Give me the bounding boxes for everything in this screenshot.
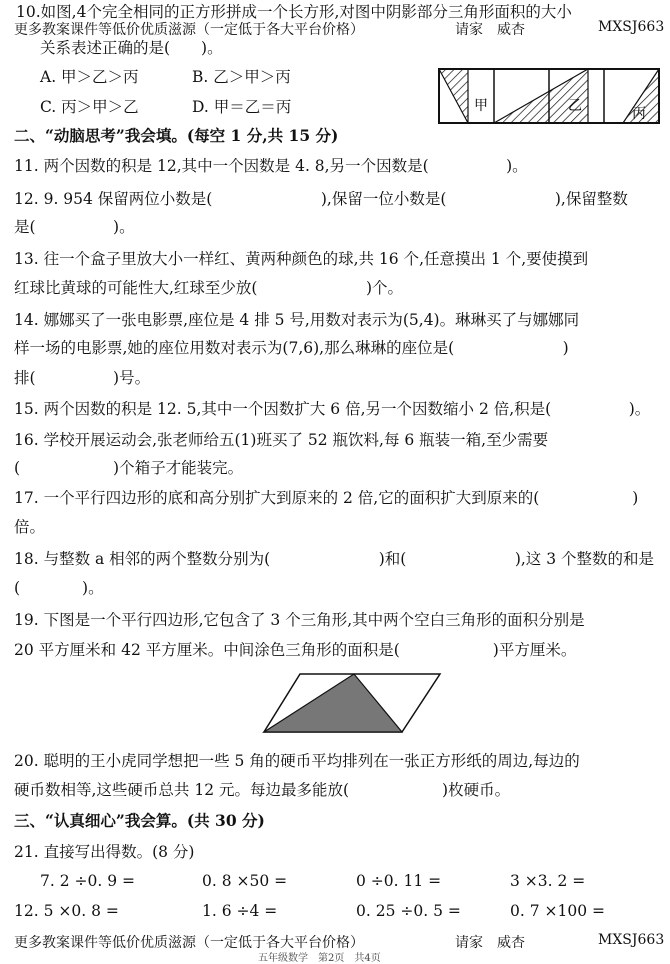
q14-line2: 样一场的电影票,她的座位用数对表示为(7,6),那么琳琳的座位是( ) [14, 339, 569, 357]
label-jia: 甲 [474, 98, 488, 114]
q10-line1: 10.如图,4个完全相同的正方形拼成一个长方形,对图中阴影部分三角形面积的大小 [16, 3, 572, 21]
q19-parallelogram-figure [262, 672, 442, 734]
q12-line1: 12. 9. 954 保留两位小数是( ),保留一位小数是( ),保留整数 [14, 190, 628, 208]
q10-option-a: A. 甲＞乙＞丙 [40, 68, 139, 86]
calc-6: 1. 6 ÷4 = [202, 902, 278, 920]
watermark-top-left: 更多教案课件等低价优质滋源（一定低于各大平台价格） [14, 22, 364, 38]
calc-7: 0. 25 ÷0. 5 = [356, 902, 461, 920]
watermark-top-code: MXSJ663 [598, 19, 665, 35]
q11: 11. 两个因数的积是 12,其中一个因数是 4. 8,另一个因数是( )。 [14, 157, 528, 175]
q20-line1: 20. 聪明的王小虎同学想把一些 5 角的硬币平均排列在一张正方形纸的周边,每边的 [14, 752, 580, 770]
q17-line2: 倍。 [14, 518, 46, 536]
q13-line1: 13. 往一个盒子里放大小一样红、黄两种颜色的球,共 16 个,任意摸出 1 个,要使摸到 [14, 250, 589, 268]
calc-3: 0 ÷0. 11 = [356, 872, 442, 890]
label-bing: 丙 [632, 106, 646, 122]
q10-line2: 关系表述正确的是( )。 [40, 39, 223, 57]
q18-line1: 18. 与整数 a 相邻的两个整数分别为( )和( ),这 3 个整数的和是 [14, 550, 655, 568]
q14-line1: 14. 娜娜买了一张电影票,座位是 4 排 5 号,用数对表示为(5,4)。琳琳买了与娜娜同 [14, 311, 580, 329]
q19-line1: 19. 下图是一个平行四边形,它包含了 3 个三角形,其中两个空白三角形的面积分别是 [14, 611, 585, 629]
calc-2: 0. 8 ×50 = [202, 872, 288, 890]
q10-figure [438, 68, 660, 124]
watermark-bottom-code: MXSJ663 [598, 932, 665, 948]
q15: 15. 两个因数的积是 12. 5,其中一个因数扩大 6 倍,另一个因数缩小 2 倍,积是( )。 [14, 400, 651, 418]
section-2-title: 二、“动脑思考”我会填。(每空 1 分,共 15 分) [14, 126, 339, 145]
q14-line3: 排( )号。 [14, 369, 151, 387]
watermark-bottom-left: 更多教案课件等低价优质滋源（一定低于各大平台价格） [14, 935, 364, 951]
watermark-top-mid: 请家 威杏 [455, 22, 525, 38]
watermark-bottom-mid: 请家 威杏 [455, 935, 525, 951]
q10-option-b: B. 乙＞甲＞丙 [192, 68, 291, 86]
q10-option-d: D. 甲＝乙＝丙 [192, 98, 292, 116]
q16-line2: ( )个箱子才能装完。 [14, 459, 244, 477]
q19-line2: 20 平方厘米和 42 平方厘米。中间涂色三角形的面积是( )平方厘米。 [14, 641, 577, 659]
calc-4: 3 ×3. 2 = [510, 872, 586, 890]
section-3-title: 三、“认真细心”我会算。(共 30 分) [14, 811, 265, 830]
q12-line2: 是( )。 [14, 218, 135, 236]
calc-5: 12. 5 ×0. 8 = [14, 902, 119, 920]
q13-line2: 红球比黄球的可能性大,红球至少放( )个。 [14, 279, 404, 297]
calc-1: 7. 2 ÷0. 9 = [40, 872, 135, 890]
q16-line1: 16. 学校开展运动会,张老师给五(1)班买了 52 瓶饮料,每 6 瓶装一箱,至少需要 [14, 431, 549, 449]
calc-8: 0. 7 ×100 = [510, 902, 605, 920]
q10-option-c: C. 丙＞甲＞乙 [40, 98, 139, 116]
q18-line2: ( )。 [14, 579, 104, 597]
label-yi: 乙 [568, 98, 582, 114]
q21-title: 21. 直接写出得数。(8 分) [14, 843, 195, 861]
q20-line2: 硬币数相等,这些硬币总共 12 元。每边最多能放( )枚硬币。 [14, 781, 511, 799]
page-footer: 五年级数学 第2页 共4页 [258, 953, 381, 964]
q17-line1: 17. 一个平行四边形的底和高分别扩大到原来的 2 倍,它的面积扩大到原来的( ) [14, 489, 639, 507]
